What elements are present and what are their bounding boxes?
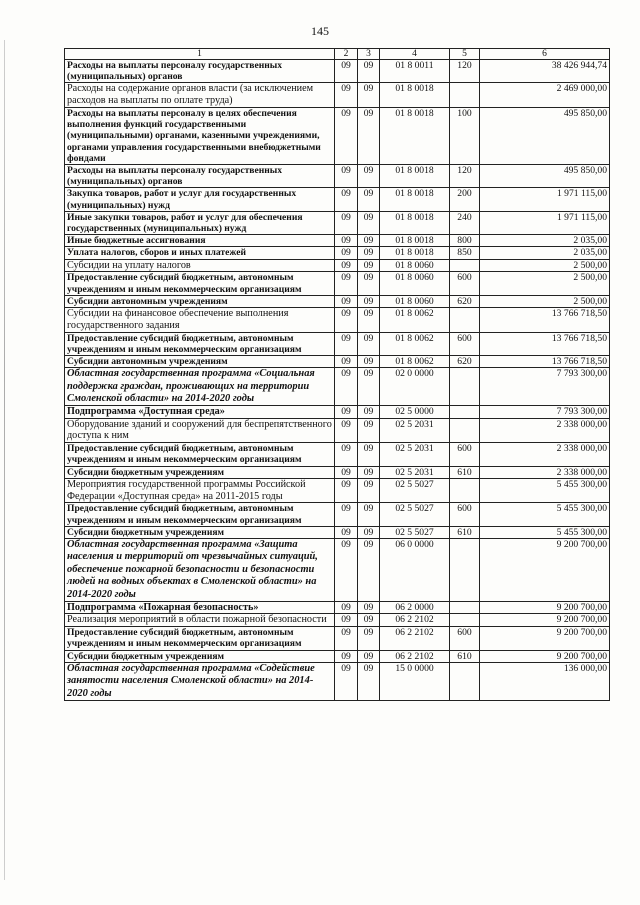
row-section-cell: 09: [335, 368, 358, 406]
row-expense-type-cell: 850: [450, 247, 480, 259]
row-target-code-cell: 02 5 0000: [380, 406, 450, 418]
row-target-code-cell: 06 2 2102: [380, 614, 450, 627]
row-section-cell: 09: [335, 602, 358, 614]
row-target-code-cell: 02 5 5027: [380, 526, 450, 538]
row-target-code-cell: 02 0 0000: [380, 368, 450, 406]
row-section-cell: 09: [335, 211, 358, 234]
row-amount-cell: 9 200 700,00: [480, 650, 610, 662]
row-name-cell: Расходы на выплаты персоналу государственных (муниципальных) органов: [65, 60, 335, 83]
row-expense-type-cell: 200: [450, 188, 480, 211]
row-amount-cell: 5 455 300,00: [480, 526, 610, 538]
row-expense-type-cell: 610: [450, 526, 480, 538]
row-subsection-cell: 09: [358, 308, 380, 333]
header-col-3: 3: [358, 49, 380, 60]
table-row: [65, 272, 610, 295]
row-name-cell: Реализация мероприятий в области пожарной безопасности: [65, 614, 335, 627]
row-target-code-cell: 01 8 0060: [380, 295, 450, 307]
row-section-cell: 09: [335, 60, 358, 83]
row-subsection-cell: 09: [358, 443, 380, 466]
row-amount-cell: 2 338 000,00: [480, 443, 610, 466]
row-subsection-cell: 09: [358, 503, 380, 526]
row-target-code-cell: 01 8 0062: [380, 308, 450, 333]
row-target-code-cell: 01 8 0018: [380, 83, 450, 108]
row-name-cell: Подпрограмма «Пожарная безопасность»: [65, 602, 335, 614]
table-row: [65, 627, 610, 650]
row-target-code-cell: 02 5 5027: [380, 503, 450, 526]
row-target-code-cell: 01 8 0062: [380, 356, 450, 368]
row-amount-cell: 495 850,00: [480, 108, 610, 165]
header-col-6: 6: [480, 49, 610, 60]
header-col-1: 1: [65, 49, 335, 60]
row-name-cell: Субсидии бюджетным учреждениям: [65, 466, 335, 478]
row-subsection-cell: 09: [358, 539, 380, 602]
row-subsection-cell: 09: [358, 188, 380, 211]
table-row: [65, 443, 610, 466]
row-amount-cell: 13 766 718,50: [480, 332, 610, 355]
row-target-code-cell: 01 8 0060: [380, 259, 450, 272]
row-expense-type-cell: [450, 406, 480, 418]
row-amount-cell: 1 971 115,00: [480, 188, 610, 211]
row-name-cell: Предоставление субсидий бюджетным, автономным учреждениям и иным некоммерческим организациям: [65, 332, 335, 355]
row-name-cell: Предоставление субсидий бюджетным, автономным учреждениям и иным некоммерческим организациям: [65, 627, 335, 650]
table-row: [65, 308, 610, 333]
scan-edge-shadow: [4, 40, 5, 880]
row-name-cell: Оборудование зданий и сооружений для беспрепятственного доступа к ним: [65, 418, 335, 443]
row-amount-cell: 13 766 718,50: [480, 308, 610, 333]
row-name-cell: Субсидии автономным учреждениям: [65, 295, 335, 307]
row-subsection-cell: 09: [358, 356, 380, 368]
row-subsection-cell: 09: [358, 478, 380, 503]
row-section-cell: 09: [335, 247, 358, 259]
row-name-cell: Предоставление субсидий бюджетным, автономным учреждениям и иным некоммерческим организациям: [65, 503, 335, 526]
row-expense-type-cell: [450, 614, 480, 627]
table-row: [65, 247, 610, 259]
row-subsection-cell: 09: [358, 83, 380, 108]
row-subsection-cell: 09: [358, 466, 380, 478]
table-row: [65, 418, 610, 443]
row-name-cell: Субсидии бюджетным учреждениям: [65, 526, 335, 538]
row-name-cell: Предоставление субсидий бюджетным, автономным учреждениям и иным некоммерческим организациям: [65, 272, 335, 295]
table-row: [65, 332, 610, 355]
row-amount-cell: 2 035,00: [480, 247, 610, 259]
row-amount-cell: 2 338 000,00: [480, 418, 610, 443]
row-name-cell: Расходы на выплаты персоналу в целях обеспечения выполнения функций государственными (муниципальными) органами, казенными учреждениями, органами управления государственными внебюджетными фондами: [65, 108, 335, 165]
table-body: [65, 60, 610, 701]
row-name-cell: Уплата налогов, сборов и иных платежей: [65, 247, 335, 259]
row-subsection-cell: 09: [358, 418, 380, 443]
table-row: [65, 235, 610, 247]
row-section-cell: 09: [335, 272, 358, 295]
table-row: [65, 406, 610, 418]
table-row: [65, 526, 610, 538]
row-name-cell: Закупка товаров, работ и услуг для государственных (муниципальных) нужд: [65, 188, 335, 211]
row-target-code-cell: 01 8 0018: [380, 247, 450, 259]
row-expense-type-cell: 240: [450, 211, 480, 234]
row-section-cell: 09: [335, 295, 358, 307]
row-section-cell: 09: [335, 418, 358, 443]
page-number: 145: [311, 24, 329, 38]
row-expense-type-cell: 800: [450, 235, 480, 247]
row-subsection-cell: 09: [358, 662, 380, 700]
row-target-code-cell: 02 5 5027: [380, 478, 450, 503]
row-subsection-cell: 09: [358, 235, 380, 247]
row-name-cell: Расходы на содержание органов власти (за исключением расходов на выплаты по оплате труда): [65, 83, 335, 108]
row-amount-cell: 9 200 700,00: [480, 539, 610, 602]
row-amount-cell: 5 455 300,00: [480, 478, 610, 503]
table-row: [65, 259, 610, 272]
row-subsection-cell: 09: [358, 247, 380, 259]
row-amount-cell: 7 793 300,00: [480, 368, 610, 406]
row-amount-cell: 2 500,00: [480, 272, 610, 295]
row-amount-cell: 136 000,00: [480, 662, 610, 700]
row-subsection-cell: 09: [358, 259, 380, 272]
row-name-cell: Областная государственная программа «Защита населения и территорий от чрезвычайных ситуаций, обеспечение пожарной безопасности и безопасности людей на водных объектах в Смоленской области» на 2014-2020 годы: [65, 539, 335, 602]
row-subsection-cell: 09: [358, 627, 380, 650]
table-row: [65, 539, 610, 602]
row-amount-cell: 2 035,00: [480, 235, 610, 247]
row-target-code-cell: 01 8 0018: [380, 235, 450, 247]
row-expense-type-cell: 600: [450, 443, 480, 466]
row-expense-type-cell: [450, 368, 480, 406]
header-col-5: 5: [450, 49, 480, 60]
row-expense-type-cell: [450, 418, 480, 443]
row-section-cell: 09: [335, 503, 358, 526]
row-expense-type-cell: [450, 308, 480, 333]
row-section-cell: 09: [335, 614, 358, 627]
row-section-cell: 09: [335, 108, 358, 165]
table-row: [65, 60, 610, 83]
row-subsection-cell: 09: [358, 406, 380, 418]
row-expense-type-cell: 120: [450, 165, 480, 188]
row-subsection-cell: 09: [358, 60, 380, 83]
row-expense-type-cell: 620: [450, 295, 480, 307]
row-expense-type-cell: [450, 662, 480, 700]
row-amount-cell: 13 766 718,50: [480, 356, 610, 368]
row-section-cell: 09: [335, 466, 358, 478]
row-name-cell: Расходы на выплаты персоналу государственных (муниципальных) органов: [65, 165, 335, 188]
row-target-code-cell: 01 8 0018: [380, 165, 450, 188]
row-target-code-cell: 06 2 2102: [380, 650, 450, 662]
row-target-code-cell: 01 8 0018: [380, 108, 450, 165]
row-section-cell: 09: [335, 308, 358, 333]
table-row: [65, 295, 610, 307]
row-target-code-cell: 01 8 0060: [380, 272, 450, 295]
row-subsection-cell: 09: [358, 165, 380, 188]
row-amount-cell: 9 200 700,00: [480, 602, 610, 614]
row-target-code-cell: 02 5 2031: [380, 443, 450, 466]
row-section-cell: 09: [335, 332, 358, 355]
row-section-cell: 09: [335, 259, 358, 272]
row-amount-cell: 2 469 000,00: [480, 83, 610, 108]
row-section-cell: 09: [335, 235, 358, 247]
row-amount-cell: 2 500,00: [480, 259, 610, 272]
row-section-cell: 09: [335, 650, 358, 662]
table-row: [65, 650, 610, 662]
row-section-cell: 09: [335, 165, 358, 188]
row-subsection-cell: 09: [358, 211, 380, 234]
row-expense-type-cell: [450, 602, 480, 614]
row-subsection-cell: 09: [358, 295, 380, 307]
row-amount-cell: 5 455 300,00: [480, 503, 610, 526]
row-expense-type-cell: 100: [450, 108, 480, 165]
row-expense-type-cell: 620: [450, 356, 480, 368]
row-section-cell: 09: [335, 478, 358, 503]
row-name-cell: Субсидии на финансовое обеспечение выполнения государственного задания: [65, 308, 335, 333]
header-col-2: 2: [335, 49, 358, 60]
row-expense-type-cell: 600: [450, 627, 480, 650]
row-name-cell: Предоставление субсидий бюджетным, автономным учреждениям и иным некоммерческим организациям: [65, 443, 335, 466]
row-expense-type-cell: [450, 478, 480, 503]
table-row: [65, 211, 610, 234]
row-name-cell: Областная государственная программа «Содействие занятости населения Смоленской области» на 2014-2020 годы: [65, 662, 335, 700]
row-target-code-cell: 06 2 0000: [380, 602, 450, 614]
budget-table: [64, 48, 610, 701]
row-expense-type-cell: 610: [450, 650, 480, 662]
table-row: [65, 614, 610, 627]
row-amount-cell: 2 338 000,00: [480, 466, 610, 478]
row-amount-cell: 7 793 300,00: [480, 406, 610, 418]
row-name-cell: Подпрограмма «Доступная среда»: [65, 406, 335, 418]
table-row: [65, 356, 610, 368]
table-row: [65, 478, 610, 503]
row-target-code-cell: 02 5 2031: [380, 466, 450, 478]
row-section-cell: 09: [335, 443, 358, 466]
row-name-cell: Иные закупки товаров, работ и услуг для обеспечения государственных (муниципальных) нужд: [65, 211, 335, 234]
row-subsection-cell: 09: [358, 650, 380, 662]
table-row: [65, 662, 610, 700]
row-amount-cell: 495 850,00: [480, 165, 610, 188]
row-name-cell: Иные бюджетные ассигнования: [65, 235, 335, 247]
row-target-code-cell: 01 8 0018: [380, 188, 450, 211]
row-name-cell: Субсидии на уплату налогов: [65, 259, 335, 272]
row-name-cell: Областная государственная программа «Социальная поддержка граждан, проживающих на территории Смоленской области» на 2014-2020 годы: [65, 368, 335, 406]
row-amount-cell: 9 200 700,00: [480, 614, 610, 627]
row-expense-type-cell: [450, 539, 480, 602]
row-expense-type-cell: 120: [450, 60, 480, 83]
row-expense-type-cell: 600: [450, 272, 480, 295]
row-subsection-cell: 09: [358, 602, 380, 614]
row-section-cell: 09: [335, 406, 358, 418]
row-target-code-cell: 06 0 0000: [380, 539, 450, 602]
row-subsection-cell: 09: [358, 526, 380, 538]
row-target-code-cell: 06 2 2102: [380, 627, 450, 650]
row-subsection-cell: 09: [358, 272, 380, 295]
row-name-cell: Субсидии бюджетным учреждениям: [65, 650, 335, 662]
table-row: [65, 188, 610, 211]
header-col-4: 4: [380, 49, 450, 60]
row-expense-type-cell: 600: [450, 503, 480, 526]
row-subsection-cell: 09: [358, 614, 380, 627]
row-target-code-cell: 01 8 0062: [380, 332, 450, 355]
row-expense-type-cell: [450, 259, 480, 272]
row-name-cell: Субсидии автономным учреждениям: [65, 356, 335, 368]
row-target-code-cell: 15 0 0000: [380, 662, 450, 700]
row-amount-cell: 1 971 115,00: [480, 211, 610, 234]
row-target-code-cell: 01 8 0011: [380, 60, 450, 83]
row-amount-cell: 38 426 944,74: [480, 60, 610, 83]
row-section-cell: 09: [335, 526, 358, 538]
row-section-cell: 09: [335, 539, 358, 602]
table-row: [65, 108, 610, 165]
row-expense-type-cell: [450, 83, 480, 108]
table-row: [65, 165, 610, 188]
row-target-code-cell: 02 5 2031: [380, 418, 450, 443]
row-section-cell: 09: [335, 627, 358, 650]
row-amount-cell: 2 500,00: [480, 295, 610, 307]
row-section-cell: 09: [335, 83, 358, 108]
table-row: [65, 466, 610, 478]
row-amount-cell: 9 200 700,00: [480, 627, 610, 650]
table-row: [65, 368, 610, 406]
row-section-cell: 09: [335, 188, 358, 211]
row-expense-type-cell: 610: [450, 466, 480, 478]
table-row: [65, 602, 610, 614]
row-subsection-cell: 09: [358, 368, 380, 406]
header-row: [65, 49, 610, 60]
table-row: [65, 503, 610, 526]
row-subsection-cell: 09: [358, 108, 380, 165]
row-section-cell: 09: [335, 662, 358, 700]
row-name-cell: Мероприятия государственной программы Российской Федерации «Доступная среда» на 2011-2015 годы: [65, 478, 335, 503]
row-section-cell: 09: [335, 356, 358, 368]
row-subsection-cell: 09: [358, 332, 380, 355]
row-expense-type-cell: 600: [450, 332, 480, 355]
table-row: [65, 83, 610, 108]
row-target-code-cell: 01 8 0018: [380, 211, 450, 234]
